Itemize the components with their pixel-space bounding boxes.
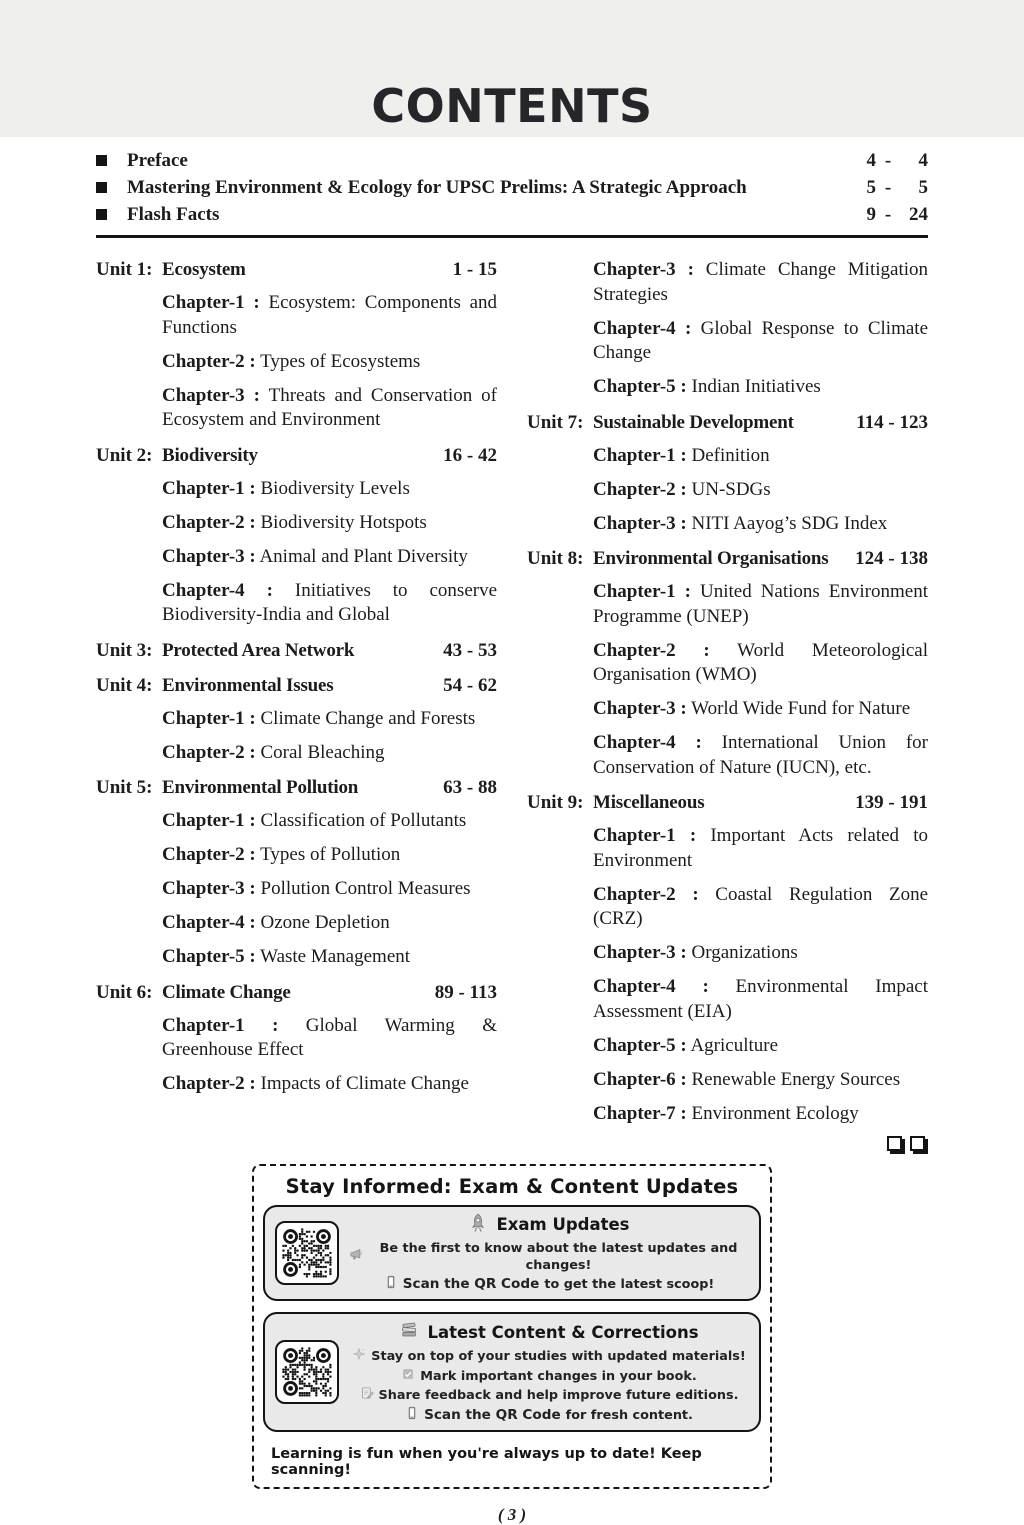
chapter-entry <box>593 375 928 400</box>
chapter-text: Indian Initiatives <box>686 376 821 397</box>
chapter-label: Chapter-3 : <box>162 384 260 406</box>
chapter-entry <box>593 1034 928 1059</box>
chapter-label: Chapter-3 : <box>593 942 687 963</box>
toc-column-left <box>96 258 497 1136</box>
card-line-text: for fresh content. <box>565 1407 693 1423</box>
toc-unit <box>96 639 497 663</box>
unit-row <box>96 444 497 468</box>
page-dash: - <box>884 203 892 225</box>
chapter-entry <box>162 911 497 936</box>
page-dash: - <box>884 176 892 198</box>
updates-panel-title: Stay Informed: Exam & Content Updates <box>285 1174 739 1198</box>
card-line-bold: Scan the QR Code <box>402 1275 540 1292</box>
unit-title: Sustainable Development <box>593 411 794 433</box>
unit-label: Unit 2: <box>96 444 153 466</box>
card-title <box>349 1213 749 1237</box>
chapter-label: Chapter-4 : <box>593 317 692 339</box>
chapter-entry <box>593 731 928 780</box>
chapter-text: Biodiversity Hotspots <box>255 511 427 533</box>
chapter-entry <box>162 384 497 433</box>
chapter-entry <box>162 843 497 868</box>
front-matter-pages <box>852 177 928 199</box>
toc-unit <box>527 791 928 1126</box>
chapter-text: Ecosystem: Components and Functions <box>162 292 498 338</box>
card-line <box>349 1275 749 1295</box>
chapter-text: Climate Change Mitigation Strategies <box>593 259 929 305</box>
chapter-label: Chapter-4 : <box>162 579 273 601</box>
chapter-entry <box>593 824 928 873</box>
page-to: 24 <box>909 203 928 225</box>
chapter-label: Chapter-2 : <box>162 350 256 372</box>
chapter-entry <box>162 1072 497 1097</box>
page-number: ( 3 ) <box>497 1505 527 1524</box>
unit-row <box>96 258 497 282</box>
chapter-entry <box>162 877 497 902</box>
unit-title: Miscellaneous <box>593 792 705 813</box>
unit-pages: 54 - 62 <box>443 674 497 696</box>
chapter-label: Chapter-1 : <box>162 292 260 313</box>
chapter-text: UN-SDGs <box>686 478 771 500</box>
checkbox-icon <box>401 1367 415 1381</box>
square-bullet-icon <box>96 209 107 220</box>
chapter-text: Coral Bleaching <box>255 741 385 763</box>
chapter-label: Chapter-2 : <box>593 639 710 661</box>
chapter-entry <box>162 545 497 570</box>
unit-pages: 139 - 191 <box>855 792 928 813</box>
chapter-entry <box>593 639 928 688</box>
chapter-text: Environmental Impact Assessment (EIA) <box>593 976 928 1022</box>
chapter-label: Chapter-2 : <box>162 1073 256 1094</box>
card-text <box>349 1212 749 1295</box>
unit-title: Climate Change <box>162 981 291 1003</box>
card-line <box>349 1386 749 1406</box>
chapter-label: Chapter-2 : <box>162 741 256 763</box>
unit-label: Unit 9: <box>527 792 584 813</box>
end-square-icon <box>887 1136 902 1151</box>
chapter-label: Chapter-3 : <box>162 878 256 899</box>
chapter-entry <box>593 444 928 469</box>
unit-label: Unit 8: <box>527 548 584 569</box>
card-line <box>349 1347 749 1367</box>
chapter-text: Initiatives to conserve Biodiversity-India and Global <box>162 579 498 625</box>
chapter-text: Organizations <box>686 942 798 963</box>
unit-label: Unit 7: <box>527 411 584 433</box>
chapter-text: NITI Aayog’s SDG Index <box>686 512 888 534</box>
chapter-label: Chapter-3 : <box>593 698 687 719</box>
toc-unit <box>96 776 497 970</box>
unit-title: Environmental Pollution <box>162 777 359 798</box>
chapter-entry <box>593 1102 928 1127</box>
toc-columns <box>96 258 928 1136</box>
toc-unit <box>96 981 497 1097</box>
chapter-entry <box>162 579 497 628</box>
front-matter-label: Mastering Environment & Ecology for UPSC Prelims: A Strategic Approach <box>127 176 747 198</box>
unit-title: Ecosystem <box>162 259 246 280</box>
unit-title: Biodiversity <box>162 444 258 466</box>
chapter-entry <box>162 945 497 970</box>
square-bullet-icon <box>96 155 107 166</box>
chapter-entry <box>593 941 928 966</box>
chapter-text: Types of Pollution <box>255 844 401 865</box>
unit-pages: 124 - 138 <box>855 548 928 569</box>
chapter-label: Chapter-1 : <box>162 810 256 831</box>
chapter-entry <box>162 511 497 536</box>
updates-card <box>263 1312 761 1432</box>
page-to: 5 <box>918 176 928 198</box>
chapter-text: Agriculture <box>686 1034 779 1056</box>
front-matter-label: Preface <box>127 149 188 171</box>
chapter-text: Climate Change and Forests <box>255 707 476 729</box>
front-matter-row <box>96 174 928 201</box>
chapter-label: Chapter-5 : <box>593 1034 687 1056</box>
chapter-entry <box>593 975 928 1024</box>
chapter-text: World Wide Fund for Nature <box>686 698 911 719</box>
chapter-label: Chapter-2 : <box>593 478 687 500</box>
header-band <box>0 0 1024 137</box>
page-to: 4 <box>918 149 928 171</box>
chapter-entry <box>593 580 928 629</box>
chapter-text: Global Response to Climate Change <box>593 317 928 363</box>
card-line-text: Be the first to know about the latest updates and changes! <box>379 1240 738 1273</box>
updates-footer-text: Learning is fun when you're always up to date! Keep scanning! <box>271 1446 702 1478</box>
chapter-text: Threats and Conservation of Ecosystem and Environment <box>162 384 498 430</box>
sparkle-icon <box>352 1347 366 1361</box>
updates-header <box>263 1174 761 1205</box>
chapter-text: Biodiversity Levels <box>255 477 410 499</box>
updates-cards <box>263 1205 761 1433</box>
page-dash: - <box>884 149 892 171</box>
card-line-text: Mark important changes in your book. <box>420 1368 697 1384</box>
chapter-text: Coastal Regulation Zone (CRZ) <box>593 883 929 929</box>
unit-title: Environmental Issues <box>162 674 334 696</box>
updates-footer <box>263 1443 761 1478</box>
unit-row <box>527 411 928 435</box>
chapter-text: Definition <box>686 444 770 466</box>
front-matter-label: Flash Facts <box>127 203 220 225</box>
front-matter-pages <box>852 150 928 172</box>
memo-icon <box>360 1386 374 1400</box>
chapter-text: Ozone Depletion <box>255 912 390 933</box>
unit-row <box>527 547 928 571</box>
card-title-text: Exam Updates <box>496 1215 630 1234</box>
megaphone-icon <box>349 1247 363 1261</box>
page-title: CONTENTS <box>371 79 653 133</box>
chapter-label: Chapter-4 : <box>593 976 709 997</box>
updates-card <box>263 1205 761 1302</box>
chapter-text: Waste Management <box>255 946 411 967</box>
chapter-text: Pollution Control Measures <box>255 878 471 899</box>
unit-label: Unit 1: <box>96 259 153 280</box>
chapter-text: Renewable Energy Sources <box>686 1068 901 1090</box>
chapter-entry <box>593 1068 928 1093</box>
chapter-text: Impacts of Climate Change <box>255 1073 469 1094</box>
rocket-icon <box>468 1213 488 1233</box>
chapter-label: Chapter-5 : <box>593 376 687 397</box>
chapter-text: World Meteorological Organisation (WMO) <box>593 639 928 685</box>
chapter-label: Chapter-1 : <box>593 581 691 602</box>
unit-row <box>96 981 497 1005</box>
toc-unit <box>527 258 928 400</box>
chapter-label: Chapter-3 : <box>593 512 687 534</box>
qr-code <box>280 1345 334 1399</box>
qr-code-box <box>275 1340 339 1404</box>
chapter-label: Chapter-1 : <box>162 477 256 499</box>
card-line <box>349 1406 749 1426</box>
books-icon <box>399 1320 419 1340</box>
chapter-text: United Nations Environment Programme (UNEP) <box>593 581 928 627</box>
chapter-label: Chapter-1 : <box>162 707 256 729</box>
unit-pages: 63 - 88 <box>443 777 497 798</box>
qr-code-box <box>275 1221 339 1285</box>
chapter-entry <box>162 477 497 502</box>
end-square-icon <box>910 1136 925 1151</box>
chapter-text: Global Warming & Greenhouse Effect <box>162 1014 497 1060</box>
chapter-text: Important Acts related to Environment <box>593 825 928 871</box>
chapter-text: Types of Ecosystems <box>255 350 421 372</box>
chapter-label: Chapter-4 : <box>593 732 702 753</box>
page-from: 9 <box>866 203 876 225</box>
chapter-entry <box>162 1014 497 1063</box>
chapter-entry <box>162 350 497 375</box>
chapter-entry <box>593 697 928 722</box>
toc-unit <box>96 444 497 628</box>
card-line <box>349 1367 749 1387</box>
toc-unit <box>96 674 497 766</box>
unit-title: Protected Area Network <box>162 639 355 661</box>
front-matter-row <box>96 201 928 228</box>
unit-label: Unit 3: <box>96 639 153 661</box>
chapter-label: Chapter-2 : <box>162 511 256 533</box>
toc-unit <box>527 411 928 537</box>
card-line-text: Stay on top of your studies with updated materials! <box>371 1349 746 1364</box>
chapter-entry <box>593 512 928 537</box>
chapter-label: Chapter-1 : <box>162 1014 279 1036</box>
toc-unit <box>527 547 928 780</box>
chapter-entry <box>593 478 928 503</box>
unit-pages: 43 - 53 <box>443 639 497 661</box>
chapter-text: Environment Ecology <box>686 1102 859 1124</box>
chapter-label: Chapter-7 : <box>593 1102 687 1124</box>
chapter-text: Animal and Plant Diversity <box>255 545 468 567</box>
unit-label: Unit 6: <box>96 981 153 1003</box>
front-matter-list <box>96 147 928 228</box>
chapter-entry <box>162 741 497 766</box>
chapter-entry <box>162 809 497 834</box>
front-matter-row <box>96 147 928 174</box>
unit-row <box>96 639 497 663</box>
divider-rule <box>96 235 928 238</box>
chapter-entry <box>162 707 497 732</box>
chapter-label: Chapter-2 : <box>162 844 256 865</box>
chapter-label: Chapter-3 : <box>162 545 256 567</box>
card-title <box>349 1320 749 1344</box>
chapter-text: Classification of Pollutants <box>255 810 467 831</box>
page-from: 5 <box>866 176 876 198</box>
phone-icon <box>384 1275 398 1289</box>
end-of-contents-squares <box>0 1136 925 1154</box>
chapter-label: Chapter-1 : <box>593 444 687 466</box>
chapter-label: Chapter-1 : <box>593 825 697 846</box>
unit-row <box>96 776 497 800</box>
updates-panel <box>252 1164 772 1490</box>
chapter-label: Chapter-5 : <box>162 946 256 967</box>
chapter-label: Chapter-3 : <box>593 259 694 280</box>
card-line-text: to get the latest scoop! <box>544 1276 715 1292</box>
chapter-label: Chapter-6 : <box>593 1068 687 1090</box>
card-line-bold: Scan the QR Code <box>424 1406 561 1423</box>
chapter-label: Chapter-4 : <box>162 912 256 933</box>
unit-label: Unit 5: <box>96 777 153 798</box>
unit-pages: 1 - 15 <box>452 259 497 280</box>
front-matter-pages <box>852 204 928 226</box>
chapter-label: Chapter-2 : <box>593 883 699 905</box>
unit-pages: 89 - 113 <box>434 981 497 1003</box>
page-from: 4 <box>866 149 876 171</box>
qr-code <box>280 1226 334 1280</box>
unit-title: Environmental Organisations <box>593 548 829 569</box>
unit-label: Unit 4: <box>96 674 153 696</box>
card-line-text: Share feedback and help improve future editions. <box>378 1388 739 1403</box>
chapter-entry <box>593 883 928 932</box>
unit-row <box>96 674 497 698</box>
unit-pages: 16 - 42 <box>443 444 497 466</box>
unit-row <box>527 791 928 815</box>
unit-pages: 114 - 123 <box>856 411 928 433</box>
chapter-entry <box>162 291 497 340</box>
toc-column-right <box>527 258 928 1136</box>
card-text <box>349 1319 749 1425</box>
card-line <box>349 1240 749 1275</box>
chapter-text: International Union for Conservation of Nature (IUCN), etc. <box>593 732 929 778</box>
toc-unit <box>96 258 497 433</box>
chapter-entry <box>593 258 928 307</box>
card-title-text: Latest Content & Corrections <box>427 1322 699 1342</box>
chapter-entry <box>593 317 928 366</box>
square-bullet-icon <box>96 182 107 193</box>
